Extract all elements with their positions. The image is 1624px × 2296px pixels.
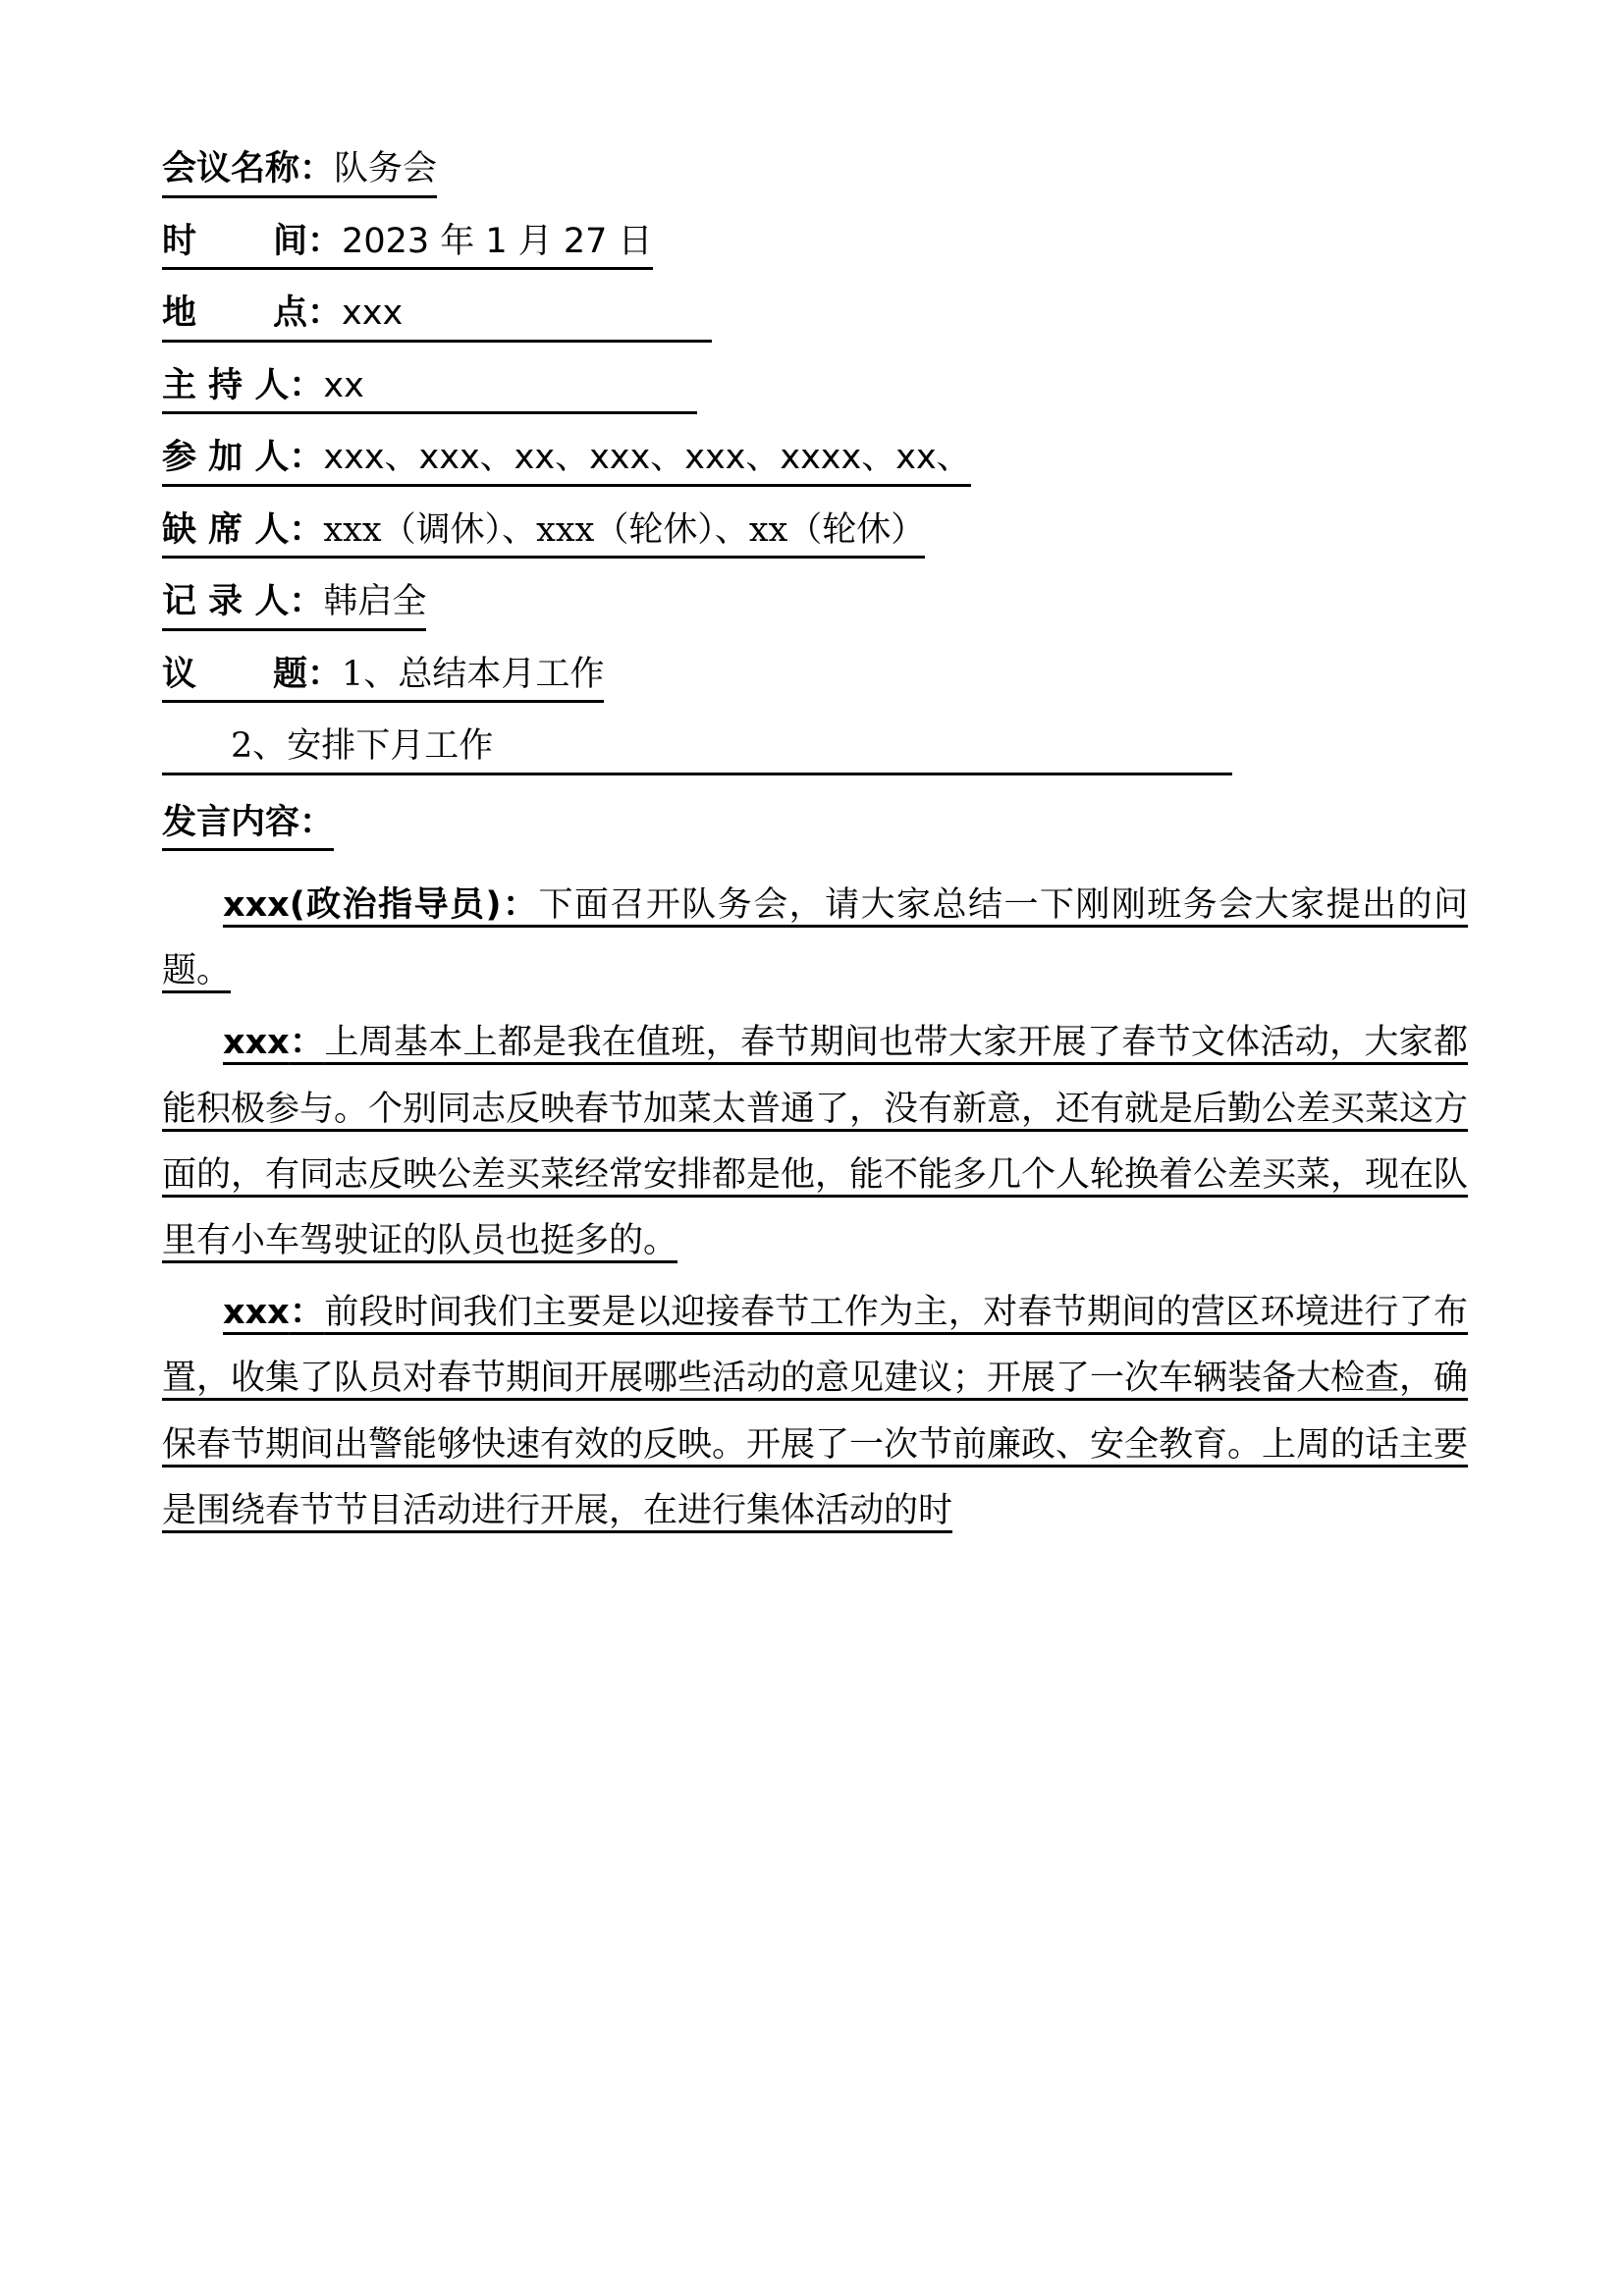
field-time-label-b: 间	[273, 221, 308, 261]
speech-paragraph	[162, 1010, 1468, 1274]
field-agenda-colon: ：	[307, 654, 343, 694]
field-agenda-value: 1、总结本月工作	[342, 654, 605, 694]
field-agenda-line	[162, 653, 604, 704]
field-absentees-colon: ：	[289, 509, 324, 550]
speech-body-text: 上周基本上都是我在值班，春节期间也带大家开展了春节文体活动，大家都能积极参与。个别同志反映春节加菜太普通了，没有新意，还有就是后勤公差买菜这方面的，有同志反映公差买菜经常安排都是他，能不能多几个人轮换着公差买菜，现在队里有小车驾驶证的队员也挺多的。	[162, 1023, 1469, 1260]
speech-speaker-name: xxx	[223, 1293, 290, 1333]
speech-speaker-name: xxx	[223, 1023, 290, 1063]
field-recorder	[162, 580, 1468, 631]
field-time-line	[162, 220, 653, 271]
field-host-label: 主 持 人	[162, 365, 290, 405]
speech-body-text: 下面召开队务会，请大家总结一下刚刚班务会大家提出的问题。	[162, 885, 1468, 991]
field-attendees-label: 参 加 人	[162, 438, 290, 477]
field-recorder-label: 记 录 人	[162, 582, 290, 621]
field-place-value: xxx	[342, 294, 404, 333]
field-meeting-name	[162, 147, 1468, 198]
field-recorder-colon: ：	[289, 582, 324, 621]
field-agenda-continuation-line	[162, 724, 1232, 775]
field-absentees-value: xxx（调休）、xxx（轮休）、xx（轮休）	[323, 509, 926, 550]
field-meeting-name-value: 队务会	[334, 149, 438, 188]
field-host	[162, 364, 1468, 415]
field-absentees-label: 缺 席 人	[162, 509, 290, 550]
document-body	[162, 147, 1468, 1544]
field-place-label-a: 地	[162, 294, 197, 333]
speech-content-heading	[162, 801, 1468, 852]
field-agenda	[162, 653, 1468, 704]
speech-body-text: 前段时间我们主要是以迎接春节工作为主，对春节期间的营区环境进行了布置，收集了队员对春节期间开展哪些活动的意见建议；开展了一次车辆装备大检查，确保春节期间出警能够快速有效的反映。开展了一次节前廉政、安全教育。上周的话主要是围绕春节节目活动进行开展，在进行集体活动的时	[162, 1293, 1469, 1530]
field-agenda-label-a: 议	[162, 654, 197, 694]
speech-paragraph	[162, 1280, 1468, 1544]
field-host-colon: ：	[289, 365, 324, 405]
field-place	[162, 292, 1468, 343]
field-absentees	[162, 508, 1468, 560]
field-agenda-label-b: 题	[273, 654, 308, 694]
field-attendees-line	[162, 436, 971, 487]
field-place-line	[162, 292, 712, 343]
field-attendees-colon: ：	[289, 438, 324, 477]
speech-speaker-colon: ：	[289, 1293, 325, 1333]
field-attendees	[162, 436, 1468, 487]
field-time-value: 2023 年 1 月 27 日	[342, 221, 653, 261]
field-agenda-continuation-value: 2、安排下月工作	[231, 726, 494, 766]
field-time	[162, 220, 1468, 271]
speech-speaker-colon: ：	[289, 1023, 325, 1063]
speech-content-heading-text: 发言内容：	[162, 801, 334, 852]
speech-speaker-colon: ：	[501, 885, 539, 925]
field-host-value: xx	[323, 365, 364, 405]
field-place-label-b: 点	[273, 294, 308, 333]
speech-paragraph	[162, 873, 1468, 1004]
speech-speaker-name: xxx(政治指导员)	[223, 885, 502, 925]
field-time-label-a: 时	[162, 221, 197, 261]
field-absentees-line	[162, 508, 925, 560]
field-meeting-name-colon: ：	[299, 149, 335, 188]
field-recorder-value: 韩启全	[323, 582, 427, 621]
field-time-colon: ：	[307, 221, 343, 261]
field-meeting-name-label: 会议名称	[162, 149, 300, 188]
field-recorder-line	[162, 580, 426, 631]
field-meeting-name-line	[162, 147, 437, 198]
field-place-colon: ：	[307, 294, 343, 333]
field-host-line	[162, 364, 697, 415]
field-attendees-value: xxx、xxx、xx、xxx、xxx、xxxx、xx、	[323, 438, 971, 477]
field-agenda-continuation	[162, 724, 1468, 775]
